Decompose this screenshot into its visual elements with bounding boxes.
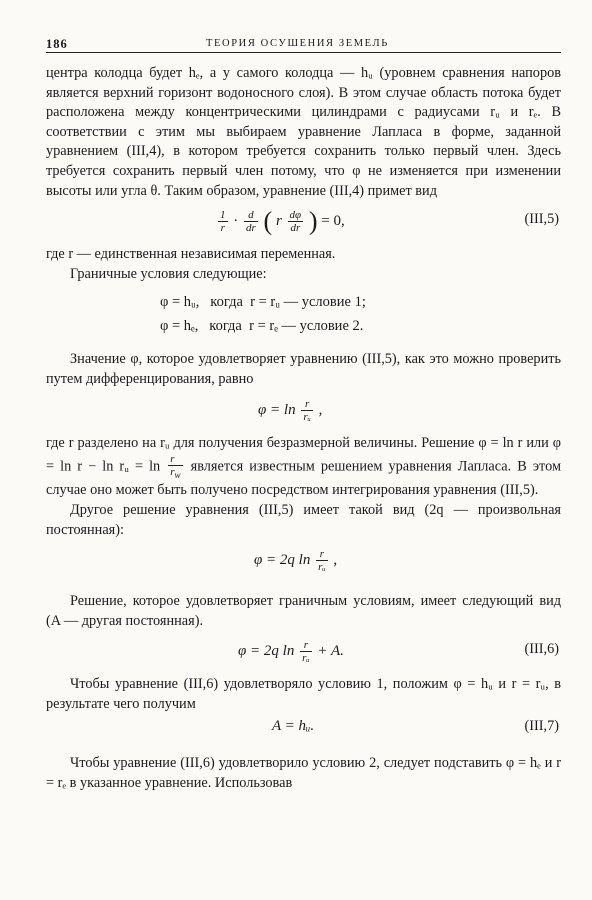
fraction-d-dr: $\frac{d}{dr}$ [246,209,256,235]
equation-phi-ln: φ = ln $\frac{r}{\text{rᵤ}}$ , [258,397,323,423]
page-header [46,36,561,53]
equation-expression: A = hᵤ. [272,718,315,735]
paragraph-dimensionless-a: где r разделено на rᵤ для получения безразмерной величины. Решение φ = ln r или φ = ln r − ln rᵤ = ln [46,434,561,475]
equation-III-6: φ = 2q ln $\frac{r}{\text{rᵤ}}$ + A. (III,6) [238,639,559,665]
equation-phi-2q: φ = 2q ln $\frac{r}{\text{rᵤ}}$ , [254,548,338,574]
boundary-condition-1: φ = hᵤ, когда r = rᵤ — условие 1; [160,294,366,311]
running-title: ТЕОРИЯ ОСУШЕНИЯ ЗЕМЕЛЬ [206,38,389,49]
paragraph-solution-bc: Решение, которое удовлетворяет граничным условиям, имеет следующий вид (A — другая постоянная). [46,593,561,629]
fraction-r-over-rw: $\frac{r}{\text{rᵤ}}$ [318,548,326,574]
paragraph-other-solution: Другое решение уравнения (III,5) имеет такой вид (2q — произвольная постоянная): [46,501,561,538]
fraction-one-over-r: $\frac{1}{r}$ [220,209,226,235]
fraction-r-over-rw: $\frac{r}{\text{rᵤ}}$ [302,639,310,665]
page-body [46,64,561,794]
paragraph-dimensionless [46,434,561,501]
equation-number: (III,7) [524,718,559,735]
fraction-r-over-rw-inline: $\frac{r}{r_w}$ [170,453,181,481]
paragraph-condition-1: Чтобы уравнение (III,6) удовлетворяло условию 1, положим φ = hᵤ и r = rᵤ, в результате чего получим [46,676,561,712]
paragraph-variable: где r — единственная независимая переменная. [46,246,336,263]
equation-lhs: φ = ln [258,401,296,418]
equation-III-7 [46,714,561,750]
equation-lhs: φ = 2q ln [254,552,311,569]
equation-III-5: $\frac{1}{r}$ · $\frac{d}{dr}$ ( r $\frac{d\varphi}{dr}$ ) = 0, (III,5) [220,206,559,236]
equation-rhs: = 0, [321,213,345,230]
paragraph-phi-value: Значение φ, которое удовлетворяет уравнению (III,5), как это можно проверить путем дифференцирования, равно [46,351,561,387]
paragraph-condition-2: Чтобы уравнение (III,6) удовлетворило условию 2, следует подставить φ = hₑ и r = rₑ в указанное уравнение. Использовав [46,755,561,792]
paragraph-boundary-heading: Граничные условия следующие: [70,265,267,282]
fraction-dphi-dr: $\frac{d\varphi}{dr}$ [289,209,302,235]
equation-number: (III,6) [524,641,559,658]
page-number: 186 [46,37,68,51]
equation-lhs: φ = 2q ln [238,643,295,660]
equation-number: (III,5) [524,211,559,228]
fraction-r-over-rw: $\frac{r}{\text{rᵤ}}$ [303,397,311,423]
paragraph-dimensionless-b: является известным решением уравнения Лапласа. В этом случае оно может быть получено посредством интегрирования уравнения (III,5). [46,458,561,499]
boundary-condition-2: φ = hₑ, когда r = rₑ — условие 2. [160,318,364,335]
paragraph-intro: центра колодца будет hₑ, а у самого колодца — hᵤ (уровнем сравнения напоров является верхний горизонт водоносного слоя). В этом случае область потока будет расположена между концентрическими цилиндрами с радиусами rᵤ и rₑ. В соответствии с этим мы выбираем уравнение Лапласа в форме, заданной уравнением (III,4), в котором требуется сохранить только первый член. Здесь требуется сохранить первый член потому, что φ не изменяется при изменении высоты или угла θ. Таким образом, уравнение (III,4) примет вид [46,65,561,199]
